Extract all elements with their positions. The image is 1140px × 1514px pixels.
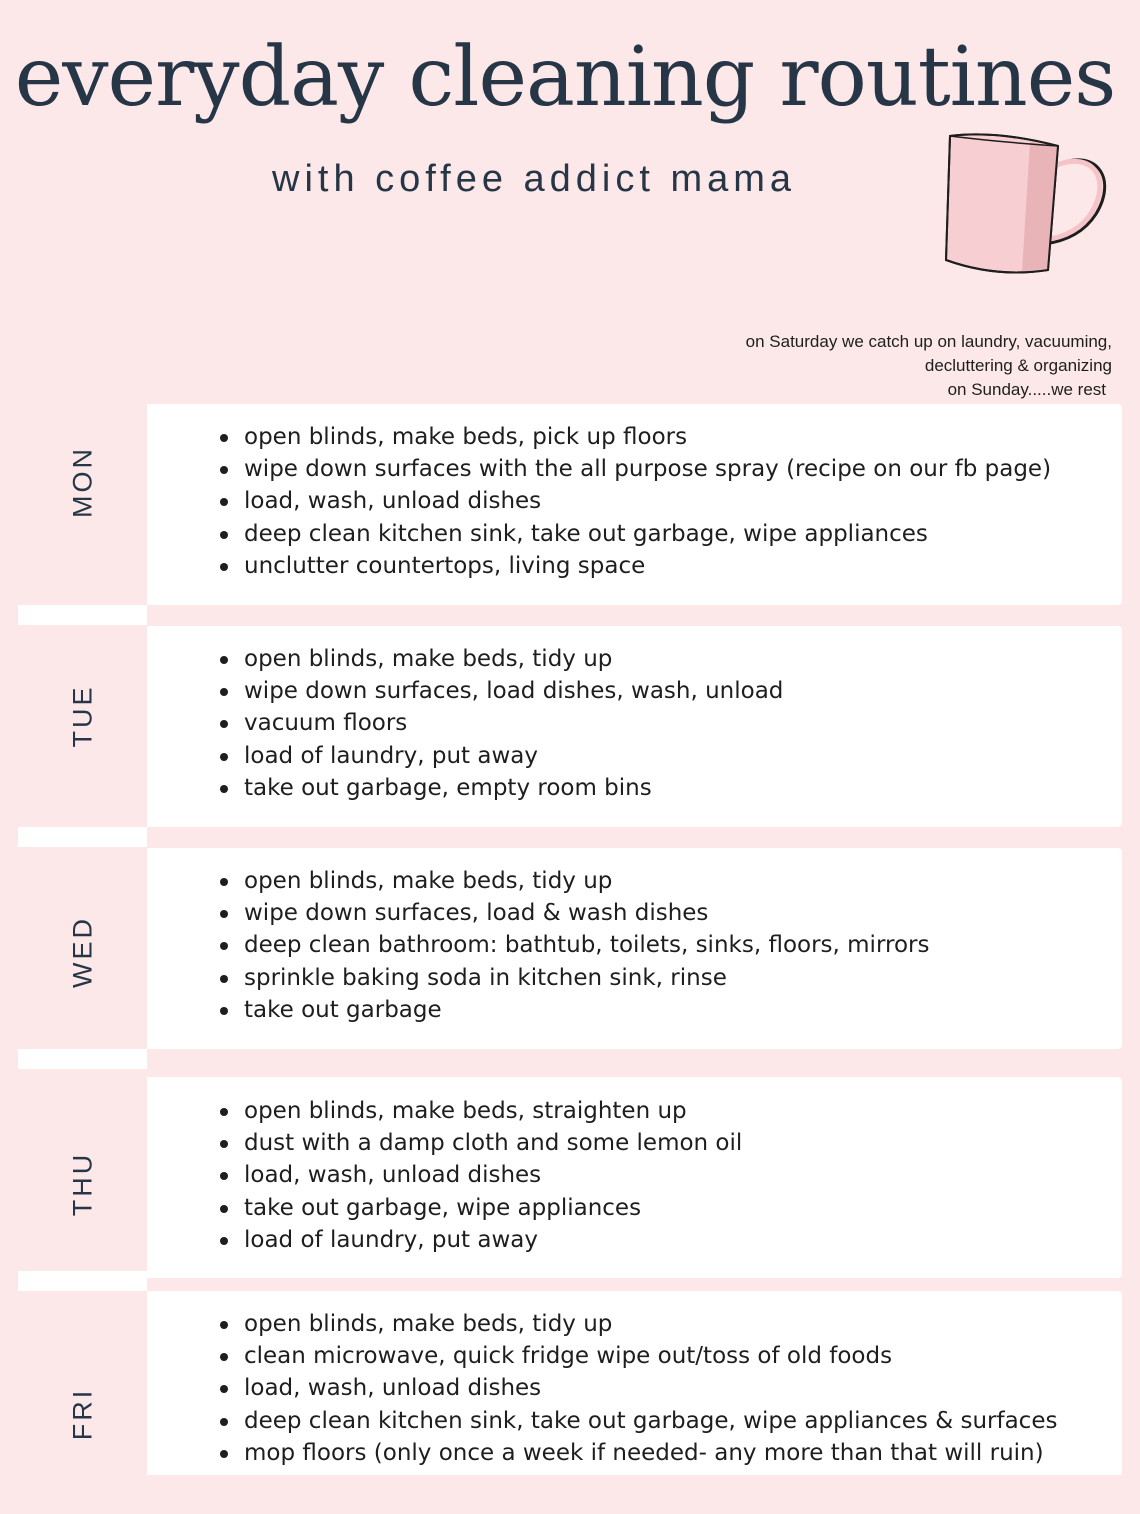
task-item: open blinds, make beds, tidy up xyxy=(220,1308,1057,1340)
task-item: take out garbage, wipe appliances xyxy=(220,1192,742,1224)
task-item: take out garbage xyxy=(220,994,929,1026)
weekend-note-line: on Saturday we catch up on laundry, vacuuming, xyxy=(745,332,1112,351)
task-item: deep clean bathroom: bathtub, toilets, sinks, floors, mirrors xyxy=(220,929,929,961)
task-item: deep clean kitchen sink, take out garbage, wipe appliances xyxy=(220,518,1051,550)
task-item: take out garbage, empty room bins xyxy=(220,772,783,804)
task-item: sprinkle baking soda in kitchen sink, rinse xyxy=(220,962,929,994)
weekend-note-line: on Sunday.....we rest xyxy=(947,380,1106,399)
task-list-wed xyxy=(220,865,929,1026)
task-item: mop floors (only once a week if needed- any more than that will ruin) xyxy=(220,1437,1057,1469)
task-item: open blinds, make beds, pick up floors xyxy=(220,421,1051,453)
task-item: load, wash, unload dishes xyxy=(220,1372,1057,1404)
task-item: deep clean kitchen sink, take out garbage, wipe appliances & surfaces xyxy=(220,1405,1057,1437)
divider-strip xyxy=(18,827,147,847)
task-item: open blinds, make beds, tidy up xyxy=(220,643,783,675)
task-item: load, wash, unload dishes xyxy=(220,485,1051,517)
task-item: clean microwave, quick fridge wipe out/toss of old foods xyxy=(220,1340,1057,1372)
task-item: load of laundry, put away xyxy=(220,740,783,772)
day-label-wed: WED xyxy=(67,916,97,988)
task-list-fri xyxy=(220,1308,1057,1469)
task-list-thu xyxy=(220,1095,742,1256)
task-item: wipe down surfaces with the all purpose spray (recipe on our fb page) xyxy=(220,453,1051,485)
coffee-mug-icon xyxy=(936,128,1116,278)
task-item: open blinds, make beds, tidy up xyxy=(220,865,929,897)
task-list-tue xyxy=(220,643,783,804)
task-item: open blinds, make beds, straighten up xyxy=(220,1095,742,1127)
divider-strip xyxy=(18,1049,147,1069)
page-title: everyday cleaning routines xyxy=(14,30,1116,125)
weekend-note xyxy=(746,330,1112,402)
day-label-thu: THU xyxy=(67,1151,97,1217)
page-subtitle: with coffee addict mama xyxy=(272,158,797,200)
task-item: vacuum floors xyxy=(220,707,783,739)
day-label-fri: FRI xyxy=(67,1387,97,1441)
day-label-mon: MON xyxy=(67,446,97,518)
task-item: wipe down surfaces, load dishes, wash, unload xyxy=(220,675,783,707)
task-list-mon xyxy=(220,421,1051,582)
day-label-tue: TUE xyxy=(67,684,97,748)
task-item: unclutter countertops, living space xyxy=(220,550,1051,582)
weekend-note-line: decluttering & organizing xyxy=(924,356,1112,375)
task-item: load of laundry, put away xyxy=(220,1224,742,1256)
task-item: wipe down surfaces, load & wash dishes xyxy=(220,897,929,929)
task-item: load, wash, unload dishes xyxy=(220,1159,742,1191)
task-item: dust with a damp cloth and some lemon oil xyxy=(220,1127,742,1159)
